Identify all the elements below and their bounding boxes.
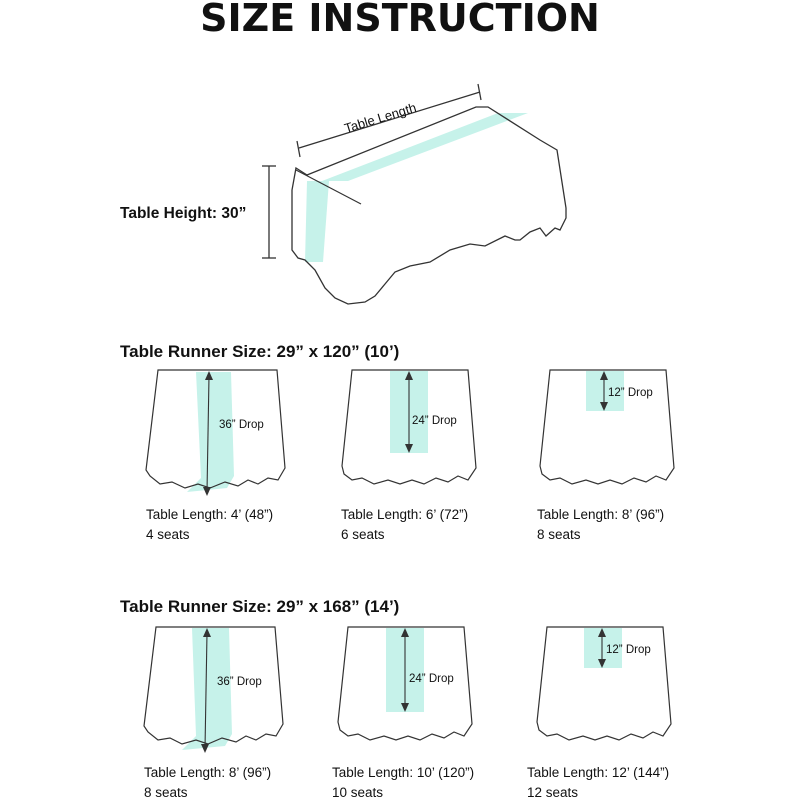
diagram-s2-t3: [537, 627, 671, 740]
seats-text: 10 seats: [332, 785, 384, 800]
seats-text: 8 seats: [144, 785, 188, 800]
section-title-1: Table Runner Size: 29” x 120” (10’): [120, 342, 400, 361]
page-title: SIZE INSTRUCTION: [200, 0, 600, 40]
drop-label-s1-t3: 12” Drop: [608, 387, 653, 399]
runner-strip: [187, 372, 234, 492]
caption-s1-t3: [537, 505, 664, 545]
drop-label-s1-t2: 24” Drop: [412, 415, 457, 427]
table-length-text: Table Length: 4’ (48”): [146, 507, 274, 522]
seats-text: 12 seats: [527, 785, 579, 800]
diagram-s1-t2: [342, 370, 476, 484]
table-length-text: Table Length: 8’ (96”): [144, 765, 272, 780]
drop-label-s1-t1: 36” Drop: [219, 419, 264, 431]
diagram-s1-t3: [540, 370, 674, 484]
drop-label-s2-t1: 36” Drop: [217, 676, 262, 688]
caption-s2-t1: [144, 763, 271, 803]
table-length-text: Table Length: 10’ (120”): [332, 765, 475, 780]
section-title-2: Table Runner Size: 29” x 168” (14’): [120, 597, 400, 616]
table-length-text: Table Length: 6’ (72”): [341, 507, 469, 522]
seats-text: 6 seats: [341, 527, 385, 542]
caption-s2-t3: [527, 763, 669, 803]
drop-label-s2-t2: 24” Drop: [409, 673, 454, 685]
seats-text: 4 seats: [146, 527, 190, 542]
caption-s1-t1: [146, 505, 273, 545]
diagram-s2-t1: [144, 627, 283, 753]
length-label: Table Length: [342, 99, 419, 136]
caption-s2-t2: [332, 763, 474, 803]
table-length-text: Table Length: 8’ (96”): [537, 507, 665, 522]
diagram-s1-t1: [146, 370, 285, 496]
table-length-text: Table Length: 12’ (144”): [527, 765, 670, 780]
drop-label-s2-t3: 12” Drop: [606, 644, 651, 656]
seats-text: 8 seats: [537, 527, 581, 542]
height-label: Table Height: 30”: [120, 205, 247, 222]
caption-s1-t2: [341, 505, 468, 545]
